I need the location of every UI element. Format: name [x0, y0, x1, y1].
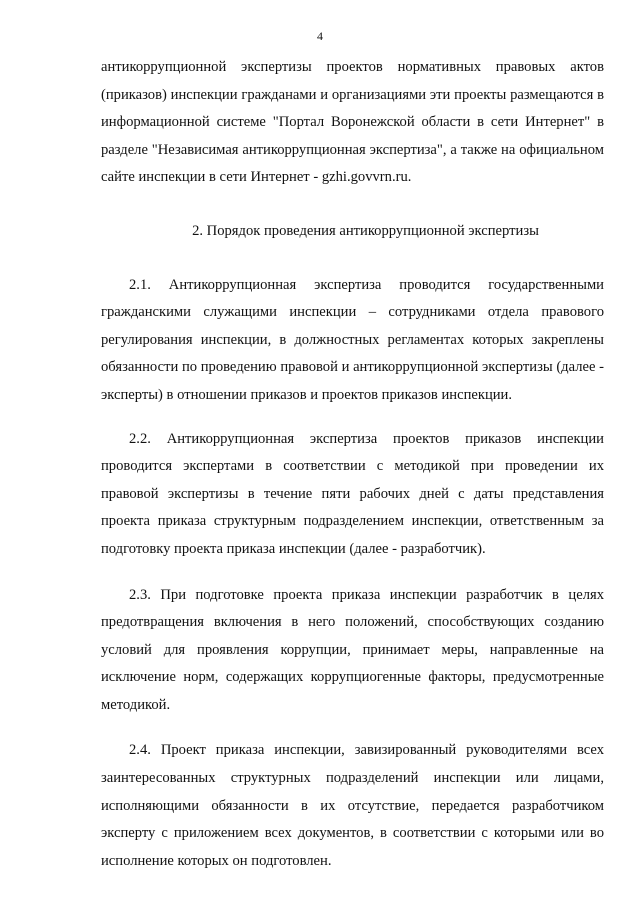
- paragraph-2-3: 2.3. При подготовке проекта приказа инспекции разработчик в целях предотвращения включения в него положений, способствующих созданию условий для проявления коррупции, принимает меры, направленные на исключение норм, содержащих коррупциогенные факторы, предусмотренные методикой.: [101, 586, 604, 713]
- page-number: 4: [317, 29, 323, 43]
- section-heading: 2. Порядок проведения антикоррупционной экспертизы: [192, 222, 539, 239]
- document-body: [101, 54, 604, 875]
- intro-paragraph: антикоррупционной экспертизы проектов нормативных правовых актов (приказов) инспекции гражданами и организациями эти проекты размещаются в информационной системе "Портал Воронежской области в сети Интернет" в разделе "Независимая антикоррупционная экспертиза", а также на официальном сайте инспекции в сети Интернет - gzhi.govvrn.ru.: [101, 59, 604, 186]
- paragraph-2-1: 2.1. Антикоррупционная экспертиза проводится государственными гражданскими служащими инспекции – сотрудниками отдела правового регулирования инспекции, в должностных регламентах которых закреплены обязанности по проведению правовой и антикоррупционной экспертизы (далее - эксперты) в отношении приказов и проектов приказов инспекции.: [101, 276, 604, 403]
- paragraph-2-2: 2.2. Антикоррупционная экспертиза проектов приказов инспекции проводится экспертами в соответствии с методикой при проведении их правовой экспертизы в течение пяти рабочих дней с даты представления проекта приказа структурным подразделением инспекции, ответственным за подготовку проекта приказа инспекции (далее - разработчик).: [101, 430, 604, 557]
- paragraph-2-4: 2.4. Проект приказа инспекции, завизированный руководителями всех заинтересованных структурных подразделений инспекции или лицами, исполняющими обязанности в их отсутствие, передается разработчиком эксперту с приложением всех документов, в соответствии с которыми или во исполнение которых он подготовлен.: [101, 742, 604, 869]
